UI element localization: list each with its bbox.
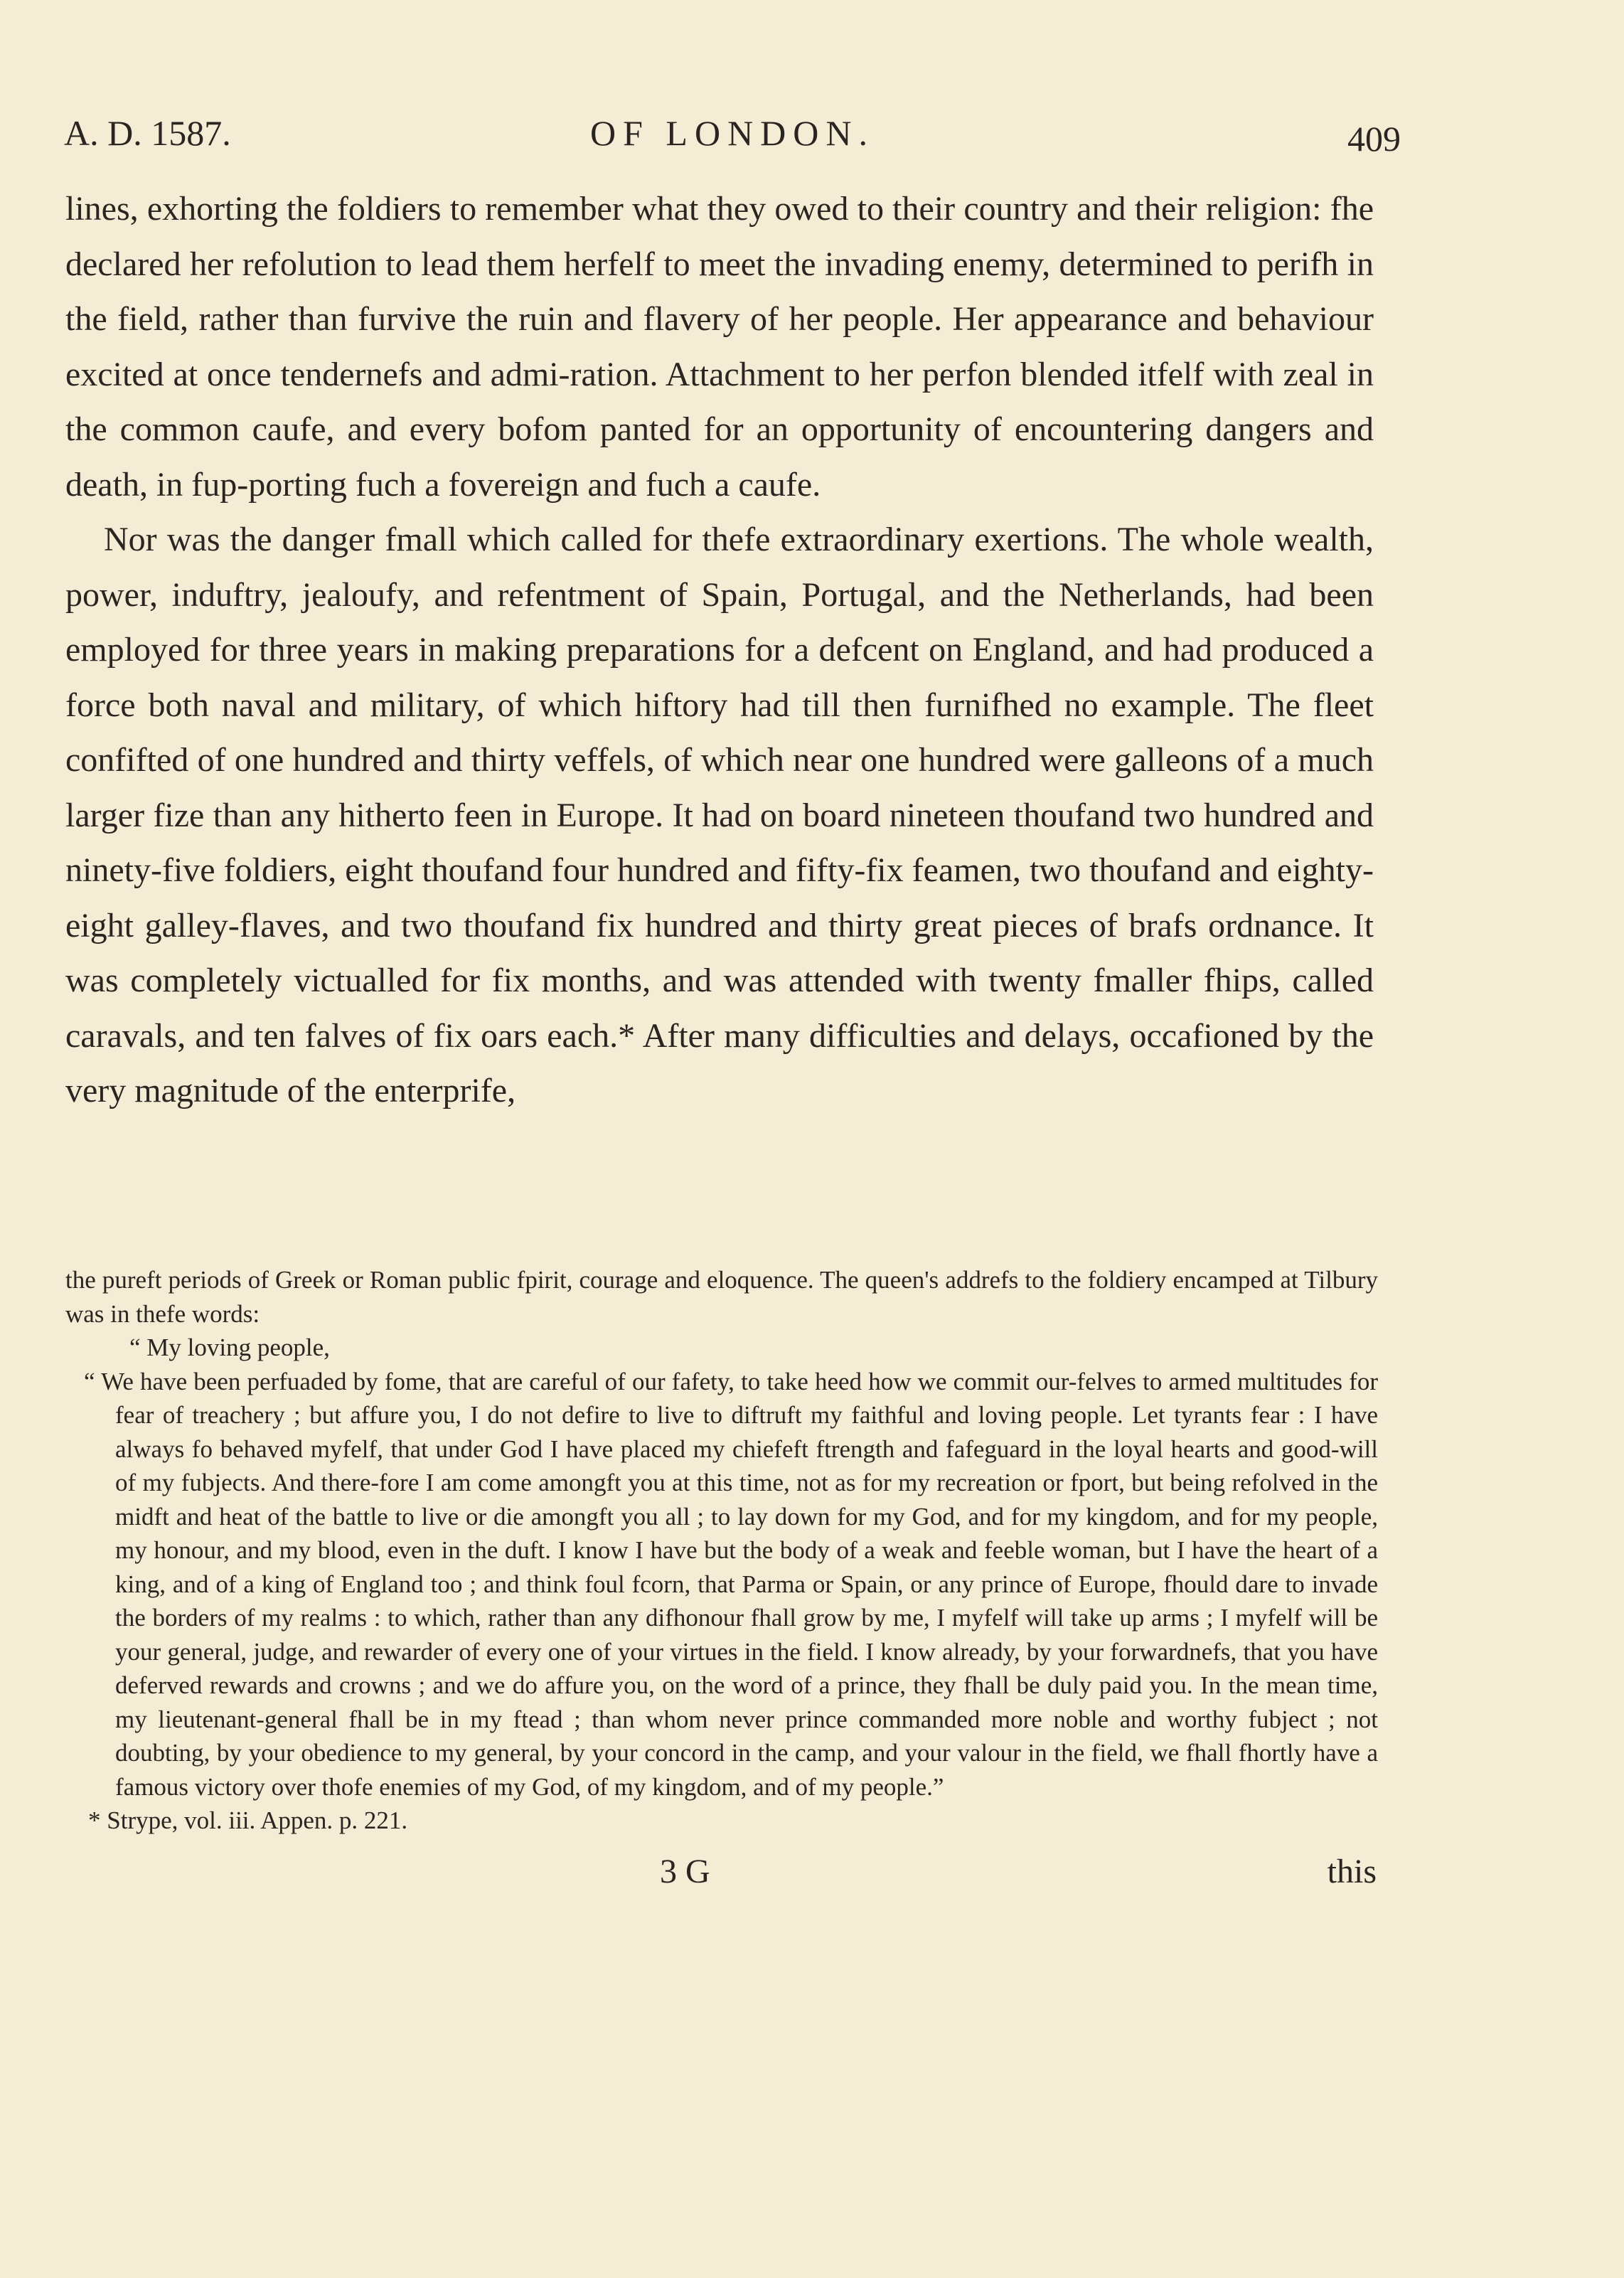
header-year: A. D. 1587. [64, 113, 231, 153]
footnote-quote: “ We have been perfuaded by fome, that are careful of our fafety, to take heed how we commit our-felves to armed multitudes for fear of treachery ; but affure you, I do not defire to live to diftruft my faithful and loving people. Let tyrants fear : I have always fo behaved myfelf, that under God I have placed my chiefeft ftrength and fafeguard in the loyal hearts and good-will of my fubjects. And there-fore I am come amongft you at this time, not as for my recreation or fport, but being refolved in the midft and heat of the battle to live or die amongft you all ; to lay down for my God, and for my kingdom, and for my people, my honour, and my blood, even in the duft. I know I have but the body of a weak and feeble woman, but I have the heart of a king, and of a king of England too ; and think foul fcorn, that Parma or Spain, or any prince of Europe, fhould dare to invade the borders of my realms : to which, rather than any difhonour fhall grow by me, I myfelf will take up arms ; I myfelf will be your general, judge, and rewarder of every one of your virtues in the field. I know already, by your forwardnefs, that you have deferved rewards and crowns ; and we do affure you, on the word of a prince, they fhall be duly paid you. In the mean time, my lieutenant-general fhall be in my ftead ; than whom never prince commanded more noble and worthy fubject ; not doubting, by your obedience to my general, by your concord in the camp, and your valour in the field, we fhall fhortly have a famous victory over thofe enemies of my God, of my kingdom, and of my people.” [84, 1367, 1378, 1801]
signature-mark: 3 G [660, 1853, 710, 1890]
page-number: 409 [1347, 119, 1401, 159]
footnote [65, 1263, 1378, 1838]
footnote-intro: the pureft periods of Greek or Roman public fpirit, courage and eloquence. The queen's addrefs to the foldiery encamped at Tilbury was in thefe words: [65, 1266, 1378, 1328]
running-header [64, 107, 1401, 164]
header-title: OF LONDON. [590, 113, 875, 153]
footnote-citation: * Strype, vol. iii. Appen. p. 221. [88, 1806, 408, 1834]
paragraph: Nor was the danger fmall which called for thefe extraordinary exertions. The whole wealth, power, induftry, jealoufy, and refentment of Spain, Portugal, and the Netherlands, had been employed for three years in making preparations for a defcent on England, and had produced a force both naval and military, of which hiftory had till then furnifhed no example. The fleet confifted of one hundred and thirty veffels, of which near one hundred were galleons of a much larger fize than any hitherto feen in Europe. It had on board nineteen thoufand two hundred and ninety-five foldiers, eight thoufand four hundred and fifty-fix feamen, two thoufand and eighty-eight galley-flaves, and two thoufand fix hundred and thirty great pieces of brafs ordnance. It was completely victualled for fix months, and was attended with twenty fmaller fhips, called caravals, and ten falves of fix oars each.* After many difficulties and delays, occafioned by the very magnitude of the enterprife, [65, 521, 1374, 1109]
catchword: this [1327, 1853, 1377, 1890]
paragraph: lines, exhorting the foldiers to remember what they owed to their country and their religion: fhe declared her refolution to lead them herfelf to meet the invading enemy, determined to perifh in the field, rather than furvive the ruin and flavery of her people. Her appearance and behaviour excited at once tendernefs and admi-ration. Attachment to her perfon blended itfelf with zeal in the common caufe, and every bofom panted for an opportunity of encountering dangers and death, in fup-porting fuch a fovereign and fuch a caufe. [65, 190, 1374, 504]
footnote-salutation: “ My loving people, [129, 1334, 330, 1361]
main-text [65, 181, 1374, 1119]
